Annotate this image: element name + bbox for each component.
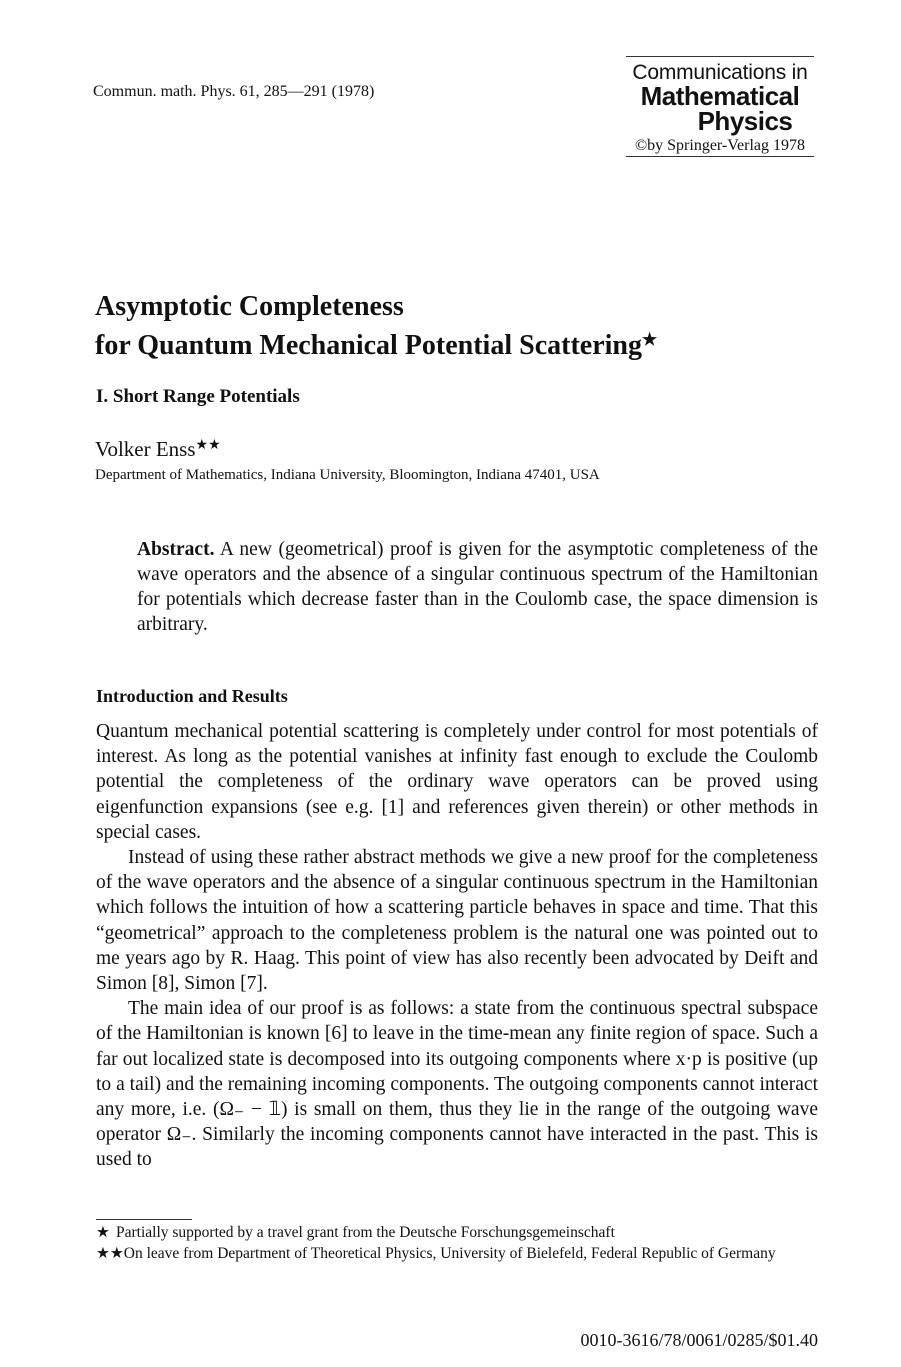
title-line-2 — [95, 323, 657, 362]
author-affiliation: Department of Mathematics, Indiana University, Bloomington, Indiana 47401, USA — [95, 467, 600, 483]
abstract — [137, 537, 818, 637]
author-footnote-mark: ★★ — [195, 438, 221, 453]
journal-name-line1: Communications in — [632, 61, 808, 84]
footnote-rule — [96, 1219, 192, 1220]
author-name: Volker Enss — [95, 437, 196, 461]
paragraph-3: The main idea of our proof is as follows: a state from the continuous spectral subspace of the Hamiltonian is known [6] to leave in the time-mean any finite region of space. Such a far out localized state is decomposed into its outgoing components where x·p is positive (up to a tail) and the remaining incoming components. The outgoing components cannot interact any more, i.e. (Ω₋ − 𝟙) is small on them, thus they lie in the range of the outgoing wave operator Ω₋. Similarly the incoming components cannot have interacted in the past. This is used to — [96, 998, 818, 1171]
paragraph-2: Instead of using these rather abstract methods we give a new proof for the completeness of the wave operators and the absence of a singular continuous spectrum in the Hamiltonian which follows the intuition of how a scattering particle behaves in space and time. That this “geometrical” approach to the completeness problem is the natural one was pointed out to me years ago by R. Haag. This point of view has also recently been advocated by Deift and Simon [8], Simon [7]. — [96, 847, 818, 995]
title-line-2-text: for Quantum Mechanical Potential Scattering — [95, 330, 642, 361]
paragraph-1: Quantum mechanical potential scattering is completely under control for most potentials of interest. As long as the potential vanishes at infinity fast enough to exclude the Coulomb potential the completeness of the ordinary wave operators can be proved using eigenfunction expansions (see e.g. [1] and references given therein) or other methods in special cases. — [96, 721, 818, 843]
article-code: 0010-3616/78/0061/0285/$01.40 — [580, 1330, 818, 1350]
section-heading: Introduction and Results — [96, 686, 288, 706]
footnotes — [96, 1222, 818, 1264]
masthead-top-rule — [626, 56, 814, 57]
author — [95, 437, 221, 462]
publisher-copyright: ©by Springer-Verlag 1978 — [634, 137, 806, 154]
footnote-1-text: Partially supported by a travel grant from the Deutsche Forschungsgemeinschaft — [116, 1224, 615, 1241]
body-text — [96, 719, 818, 1173]
footnote-2-text: On leave from Department of Theoretical Physics, University of Bielefeld, Federal Republic of Germany — [123, 1245, 776, 1262]
abstract-text: A new (geometrical) proof is given for the asymptotic completeness of the wave operators and the absence of a singular continuous spectrum of the Hamiltonian for potentials which decrease faster than in the Coulomb case, the space dimension is arbitrary. — [137, 539, 818, 635]
title-line-1: Asymptotic Completeness — [95, 291, 404, 322]
journal-masthead — [626, 56, 814, 156]
paper-subtitle: I. Short Range Potentials — [96, 386, 300, 407]
paper-title — [95, 290, 657, 362]
footnote-1-mark: ★ — [96, 1224, 110, 1241]
masthead-bottom-rule — [626, 156, 814, 157]
footnote-1 — [96, 1222, 818, 1243]
footnote-2-mark: ★★ — [96, 1245, 124, 1262]
journal-name-line2: Mathematical — [640, 81, 800, 111]
abstract-label: Abstract. — [137, 539, 215, 560]
journal-name-line3: Physics — [697, 106, 793, 136]
title-footnote-mark: ★ — [641, 330, 658, 349]
journal-citation: Commun. math. Phys. 61, 285—291 (1978) — [93, 83, 375, 100]
footnote-2 — [96, 1243, 818, 1264]
